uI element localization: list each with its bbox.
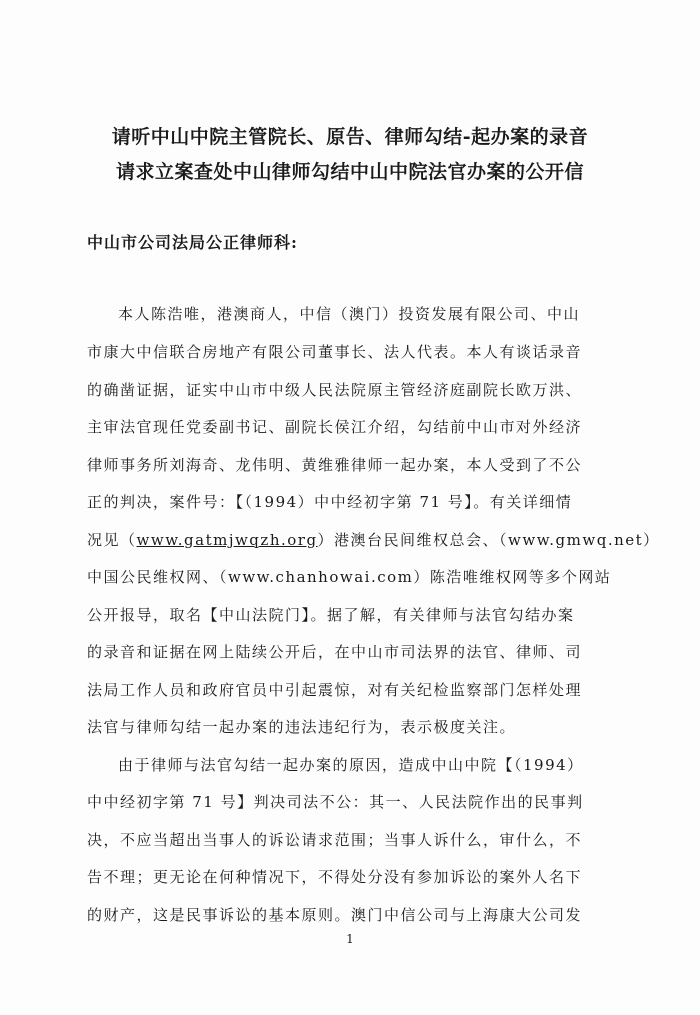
- body-line: 由于律师与法官勾结一起办案的原因，造成中山中院【（1994）: [118, 756, 584, 774]
- page-number: 1: [346, 932, 354, 946]
- body-line: 的录音和证据在网上陆续公开后，在中山市司法界的法官、律师、司: [87, 643, 583, 661]
- body-line: 告不理；更无论在何种情况下，不得处分没有参加诉讼的案外人名下: [87, 868, 583, 886]
- body-line-prefix: 况见（: [87, 531, 137, 549]
- body-line-suffix: ）港澳台民间维权总会、（www.gmwq.net）: [317, 531, 660, 549]
- body-line-with-link: [87, 529, 660, 550]
- document-title-line-1: 请听中山中院主管院长、原告、律师勾结‐起办案的录音: [111, 126, 589, 148]
- document-title-line-2: 请求立案查处中山律师勾结中山中院法官办案的公开信: [115, 161, 584, 183]
- body-line: 的确凿证据，证实中山市中级人民法院原主管经济庭副院长欧万洪、: [87, 381, 583, 399]
- website-link[interactable]: www.gatmjwqzh.org: [136, 531, 318, 549]
- body-line: 中国公民维权网、（www.chanhowai.com）陈浩唯维权网等多个网站: [87, 568, 612, 586]
- body-line: 法局工作人员和政府官员中引起震惊，对有关纪检监察部门怎样处理: [87, 681, 583, 699]
- body-line: 决，不应当超出当事人的诉讼请求范围；当事人诉什么，审什么，不: [87, 831, 583, 849]
- body-line: 公开报导，取名【中山法院门】。据了解，有关律师与法官勾结办案: [87, 606, 575, 624]
- body-line: 正的判决，案件号：【（1994）中中经初字第 71 号】。有关详细情: [87, 493, 573, 511]
- body-line: 主审法官现任党委副书记、副院长侯江介绍，勾结前中山市对外经济: [87, 418, 583, 436]
- body-line: 律师事务所刘海奇、龙伟明、黄维雅律师一起办案，本人受到了不公: [87, 456, 583, 474]
- body-line: 中中经初字第 71 号】判决司法不公：其一、人民法院作出的民事判: [87, 793, 584, 811]
- body-line: 的财产，这是民事诉讼的基本原则。澳门中信公司与上海康大公司发: [87, 906, 583, 924]
- recipient-heading: 中山市公司法局公正律师科:: [87, 233, 298, 252]
- body-line: 本人陈浩唯，港澳商人，中信（澳门）投资发展有限公司、中山: [118, 305, 581, 323]
- body-line: 法官与律师勾结一起办案的违法违纪行为，表示极度关注。: [87, 718, 517, 736]
- body-line: 市康大中信联合房地产有限公司董事长、法人代表。本人有谈话录音: [87, 343, 583, 361]
